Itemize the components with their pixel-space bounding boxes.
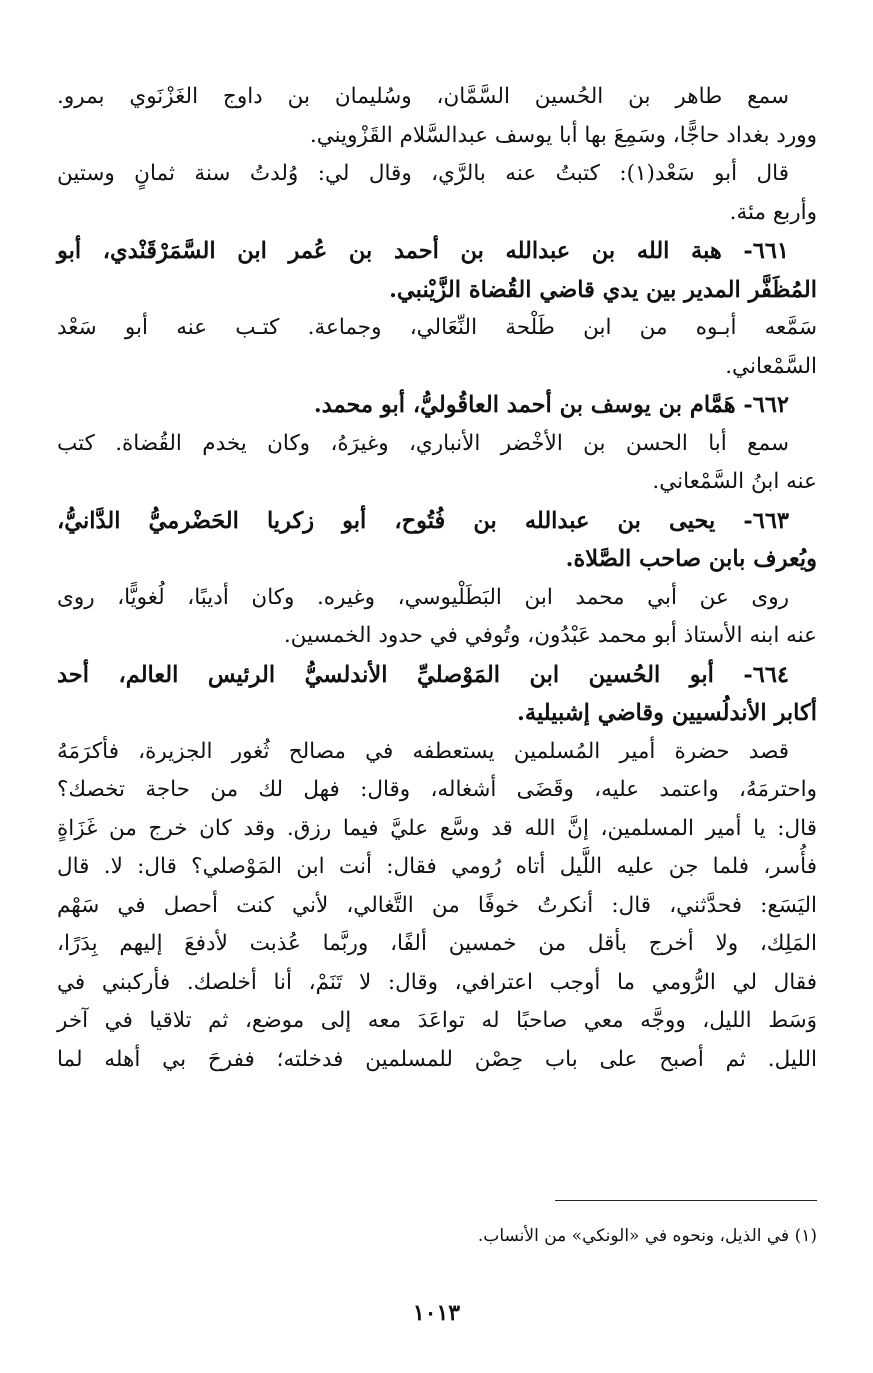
text-line: روى عن أبي محمد ابن البَطَلْيوسي، وغيره. وكان أديبًا، لُغويًّا، روى xyxy=(57,584,789,610)
text-line: سَمَّعه أبـوه من ابن طَلْحة النِّعَالي، وجماعة. كتـب عنه أبو سَعْد xyxy=(57,315,817,340)
text-line: اليَسَع: فحدَّثني، قال: أنكرتُ خوفًا من التَّغالي، لأني كنت أحصل في سَهْم xyxy=(57,892,817,918)
footnote: (١) في الذيل، ونحوه في «الونكي» من الأنساب. xyxy=(477,1226,817,1246)
text-line: فأُسر، فلما جن عليه اللَّيل أتاه رُومي فقال: أنت ابن المَوْصلي؟ قال: لا. قال xyxy=(57,854,817,879)
text-line: قصد حضرة أمير المُسلمين يستعطفه في مصالح ثُغور الجزيرة، فأكرَمَهُ xyxy=(57,738,789,764)
entry-heading-661-cont: المُظَفَّر المدير بين يدي قاضي القُضاة الزَّيْنبي. xyxy=(389,276,817,303)
main-text xyxy=(57,78,817,1079)
text-line: وورد بغداد حاجًّا، وسَمِعَ بها أبا يوسف عبدالسَّلام القَزْويني. xyxy=(309,122,817,148)
entry-heading-664-cont: أكابر الأندلُسيين وقاضي إشبيلية. xyxy=(517,700,817,726)
entry-heading-663-cont: ويُعرف بابن صاحب الصَّلاة. xyxy=(565,546,817,572)
entry-heading-664: ٦٦٤- أبو الحُسين ابن المَوْصليِّ الأندلسيُّ الرئيس العالم، أحد xyxy=(57,661,789,688)
text-line: المَلِك، ولا أخرج بأقل من خمسين ألفًا، وربَّما عُذبت لأدفعَ إليهم بِدَرًا، xyxy=(57,931,817,956)
entry-heading-662: ٦٦٢- هَمَّام بن يوسف بن أحمد العاقُوليُّ، أبو محمد. xyxy=(313,392,789,418)
text-line: سمع أبا الحسن بن الأخْضر الأنباري، وغيرَهُ، وكان يخدم القُضاة. كتب xyxy=(57,430,789,456)
page-number: ١٠١٣ xyxy=(412,1300,461,1326)
entry-heading-663: ٦٦٣- يحيى بن عبدالله بن فُتُوح، أبو زكريا الحَضْرميُّ الدَّانيُّ، xyxy=(57,507,789,534)
text-line: قال أبو سَعْد(١): كتبتُ عنه بالرَّي، وقال لي: وُلدتُ سنة ثمانٍ وستين xyxy=(57,161,789,186)
text-line: واحترمَهُ، واعتمد عليه، وقَضَى أشغاله، وقال: فهل لك من حاجة تخصك؟ xyxy=(57,777,817,802)
text-line: السَّمْعاني. xyxy=(725,353,817,379)
text-line: عنه ابنه الأستاذ أبو محمد عَبْدُون، وتُوفي في حدود الخمسين. xyxy=(283,623,817,648)
text-line: سمع طاهر بن الحُسين السَّمَّان، وسُليمان بن داوج الغَزْنَوي بمرو. xyxy=(57,84,789,109)
text-line: وأربع مئة. xyxy=(729,199,817,225)
text-line: قال: يا أمير المسلمين، إنَّ الله قد وسَّع عليَّ فيما رزق. وقد كان خرج من غَزَاةٍ xyxy=(57,815,817,841)
footnote-divider xyxy=(555,1200,817,1201)
entry-heading-661: ٦٦١- هبة الله بن عبدالله بن أحمد بن عُمر ابن السَّمَرْقَنْدي، أبو xyxy=(57,238,789,264)
text-line: فقال لي الرُّومي ما أوجب اعترافي، وقال: لا تَنَمْ، أنا أخلصك. فأركبني في xyxy=(57,969,817,995)
text-line: وَسَط الليل، ووجَّه معي صاحبًا له تواعَدَ معه إلى موضع، ثم تلاقيا في آخر xyxy=(57,1008,817,1033)
text-line: الليل. ثم أصبح على باب حِصْن للمسلمين فدخلته؛ ففرحَ بي أهله لما xyxy=(57,1046,817,1072)
text-line: عنه ابنُ السَّمْعاني. xyxy=(652,469,817,494)
